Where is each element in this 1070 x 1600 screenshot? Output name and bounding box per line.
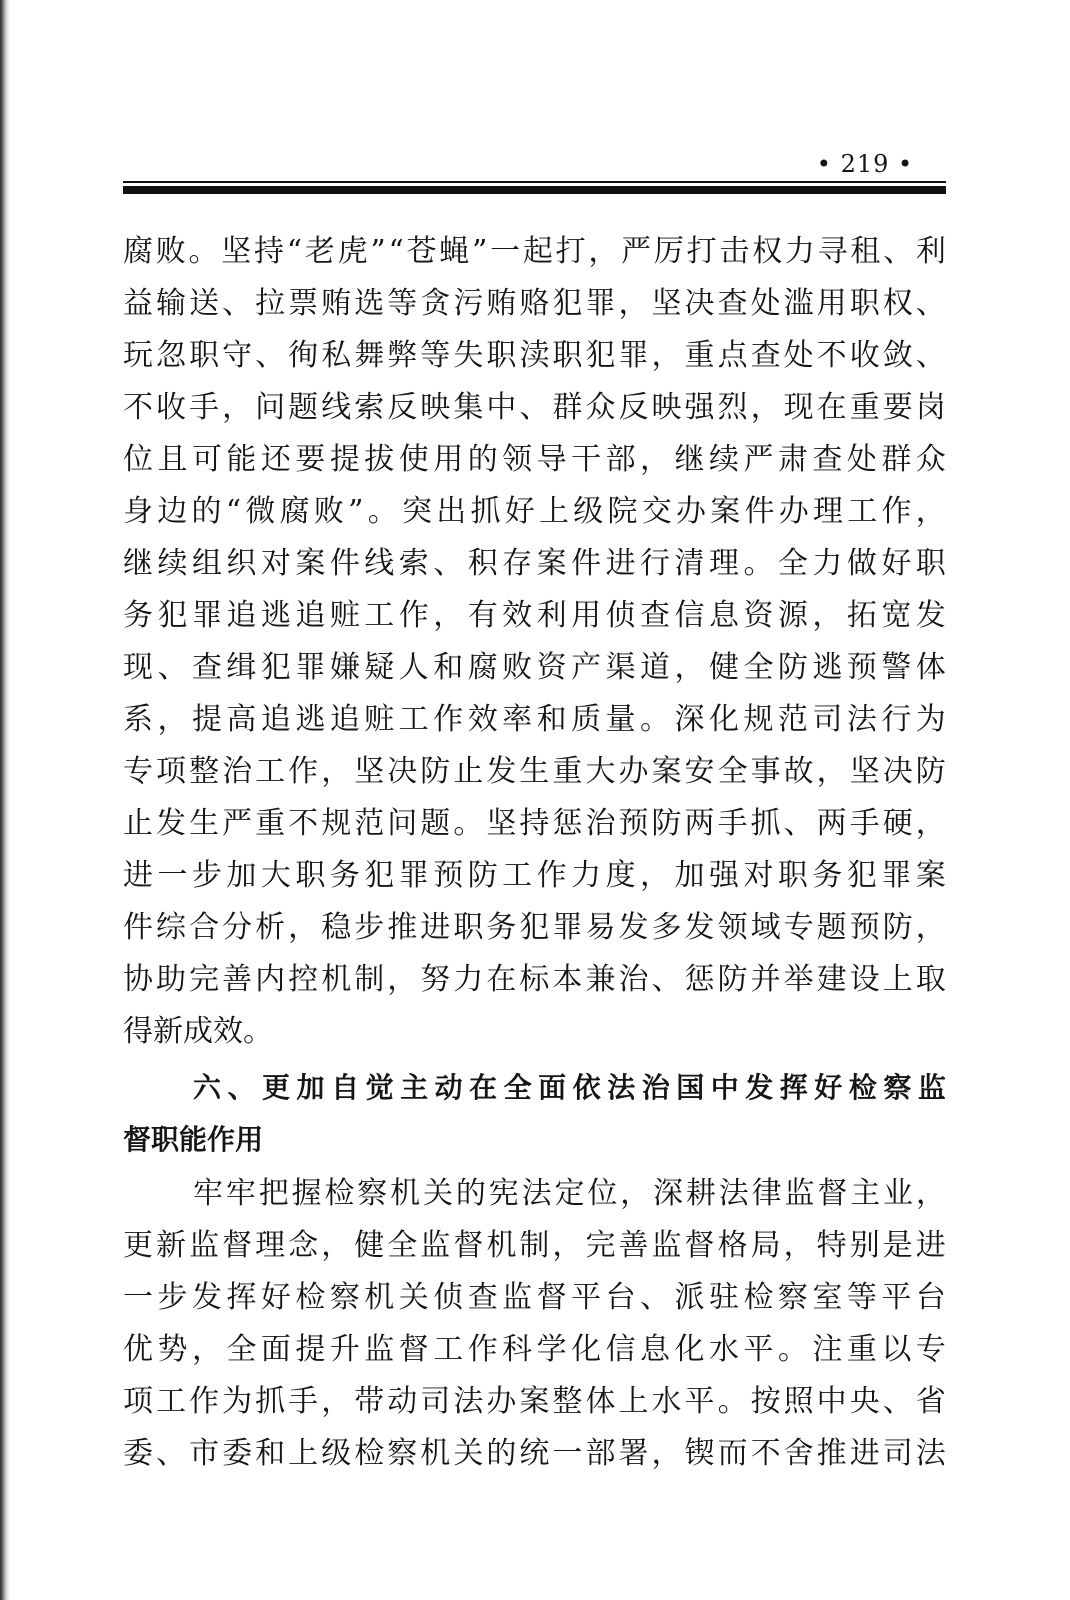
paragraph2-line: 优 势 ， 全 面 提 升 监 督 工 作 科 学 化 信 息 化 水 平 。 注 重 以 专	[123, 1332, 946, 1367]
paragraph1-line: 进 一 步 加 大 职 务 犯 罪 预 防 工 作 力 度 ， 加 强 对 职 务 犯 罪 案	[123, 858, 946, 893]
paragraph1-line: 现 、 查 缉 犯 罪 嫌 疑 人 和 腐 败 资 产 渠 道 ， 健 全 防 逃 预 警 体	[123, 650, 946, 685]
paragraph1-line: 务 犯 罪 追 逃 追 赃 工 作 ， 有 效 利 用 侦 查 信 息 资 源 ， 拓 宽 发	[123, 598, 946, 633]
section_heading-line: 督 职 能 作 用	[123, 1123, 264, 1156]
paragraph1-line: 不 收 手 ， 问 题 线 索 反 映 集 中 、 群 众 反 映 强 烈 ， 现 在 重 要 岗	[123, 390, 946, 425]
paragraph-2	[123, 1168, 946, 1480]
paragraph1-line: 继 续 组 织 对 案 件 线 索 、 积 存 案 件 进 行 清 理 。 全 力 做 好 职	[123, 546, 946, 581]
section_heading-line: 六 、 更 加 自 觉 主 动 在 全 面 依 法 治 国 中 发 挥 好 检 察 监	[193, 1071, 946, 1104]
header-rule-thick	[123, 186, 946, 194]
scan-edge	[0, 0, 10, 1600]
paragraph1-line: 位 且 可 能 还 要 提 拔 使 用 的 领 导 干 部 ， 继 续 严 肃 查 处 群 众	[123, 442, 946, 477]
paragraph1-line: 腐 败 。 坚 持 “ 老 虎 ” “ 苍 蝇 ” 一 起 打 ， 严 厉 打 击 权 力 寻 租 、 利	[123, 234, 946, 269]
paragraph2-line: 项 工 作 为 抓 手 ， 带 动 司 法 办 案 整 体 上 水 平 。 按 照 中 央 、 省	[123, 1384, 946, 1419]
paragraph1-line: 身 边 的 “ 微 腐 败 ” 。 突 出 抓 好 上 级 院 交 办 案 件 办 理 工 作 ，	[123, 494, 946, 529]
paragraph-1	[123, 226, 946, 1058]
paragraph1-line: 得 新 成 效 。	[123, 1014, 273, 1049]
paragraph1-line: 件 综 合 分 析 ， 稳 步 推 进 职 务 犯 罪 易 发 多 发 领 域 专 题 预 防 ，	[123, 910, 946, 945]
paragraph2-line: 牢 牢 把 握 检 察 机 关 的 宪 法 定 位 ， 深 耕 法 律 监 督 主 业 ，	[193, 1176, 946, 1211]
paragraph1-line: 系 ， 提 高 追 逃 追 赃 工 作 效 率 和 质 量 。 深 化 规 范 司 法 行 为	[123, 702, 946, 737]
section-heading	[123, 1062, 946, 1166]
paragraph1-line: 益 输 送 、 拉 票 贿 选 等 贪 污 贿 赂 犯 罪 ， 坚 决 查 处 滥 用 职 权 、	[123, 286, 946, 321]
paragraph2-line: 更 新 监 督 理 念 ， 健 全 监 督 机 制 ， 完 善 监 督 格 局 ， 特 别 是 进	[123, 1228, 946, 1263]
paragraph1-line: 止 发 生 严 重 不 规 范 问 题 。 坚 持 惩 治 预 防 两 手 抓 、 两 手 硬 ，	[123, 806, 946, 841]
paragraph2-line: 委 、 市 委 和 上 级 检 察 机 关 的 统 一 部 署 ， 锲 而 不 舍 推 进 司 法	[123, 1436, 946, 1471]
header-rule-thin	[123, 181, 946, 183]
paragraph2-line: 一 步 发 挥 好 检 察 机 关 侦 查 监 督 平 台 、 派 驻 检 察 室 等 平 台	[123, 1280, 946, 1315]
page-number: • 219 •	[816, 150, 914, 178]
paragraph1-line: 专 项 整 治 工 作 ， 坚 决 防 止 发 生 重 大 办 案 安 全 事 故 ， 坚 决 防	[123, 754, 946, 789]
paragraph1-line: 协 助 完 善 内 控 机 制 ， 努 力 在 标 本 兼 治 、 惩 防 并 举 建 设 上 取	[123, 962, 946, 997]
text-column	[123, 226, 946, 1480]
paragraph1-line: 玩 忽 职 守 、 徇 私 舞 弊 等 失 职 渎 职 犯 罪 ， 重 点 查 处 不 收 敛 、	[123, 338, 946, 373]
